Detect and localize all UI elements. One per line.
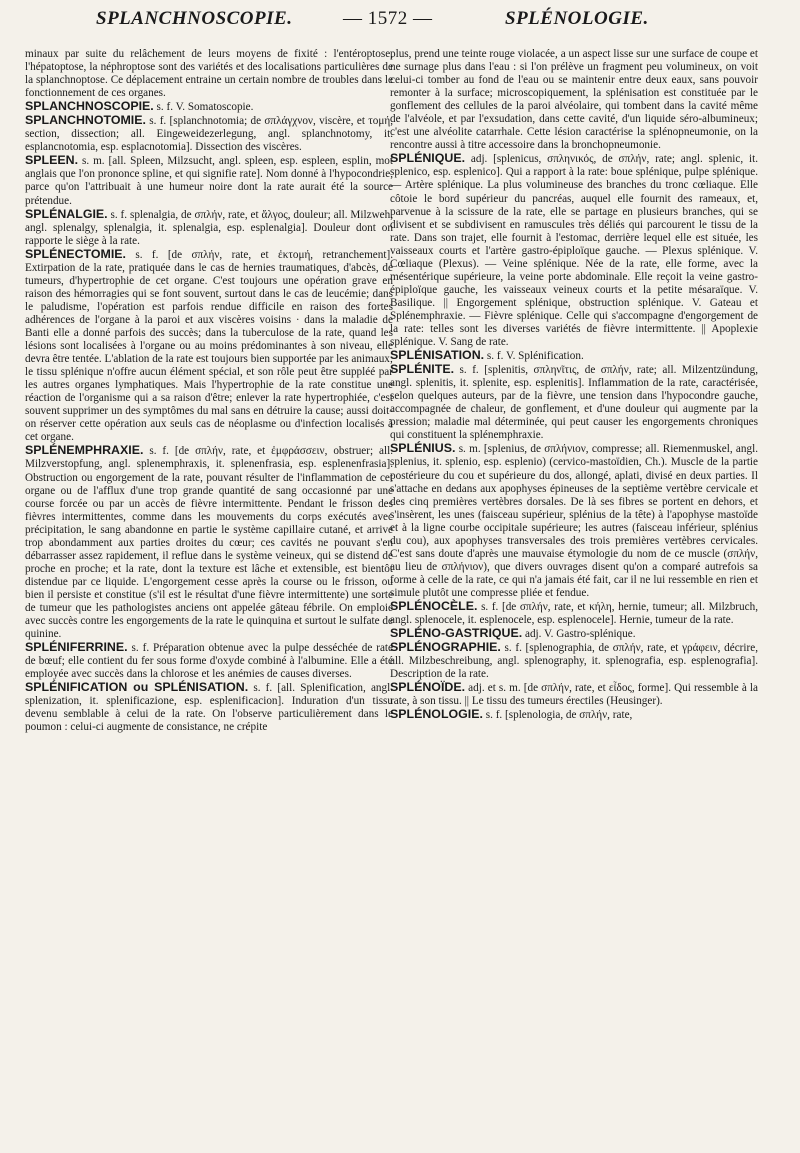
dictionary-entry — [25, 248, 393, 445]
entry-headword: SPLEEN. — [25, 153, 79, 168]
running-head-left: SPLANCHNOSCOPIE. — [96, 8, 293, 29]
entry-headword: SPLANCHNOTOMIE. — [25, 113, 146, 128]
dictionary-entry — [390, 442, 758, 600]
continued-text — [390, 48, 758, 152]
entry-text: s. f. V. Somatoscopie. — [156, 101, 254, 114]
dictionary-entry — [390, 152, 758, 349]
dictionary-entry — [25, 208, 393, 248]
running-head — [0, 0, 800, 44]
entry-headword: SPLÉNO-GASTRIQUE. — [390, 626, 523, 641]
dictionary-entry — [390, 363, 758, 442]
entry-text: s. m. [splenius, de σπλήνιον, compresse; all. Riemenmuskel, angl. splenius, it. splenio, esp. esplenio) (cervico-mastoïdien, Ch.). Muscle de la partie postérieure du cou et supérieure du dos, allongé, aplati, divisé en deux parties. Il s'attache en dedans aux apophyses épineuses de la septième vertèbre cervicale et des cinq premières vertèbres dorsales. De là ses fibres se portent en dehors, et s'insèrent, les unes (faisceau supérieur, splénius de la tête) à l'apophyse mastoïde et à la ligne courbe occipitale supérieure; les autres (faisceau inférieur, splénius du cou), aux apophyses transversales des trois premières vertèbres cervicales. C'est sans doute d'après une mauvaise étymologie du nom de ce muscle (σπλήν, au lieu de σπλήνιον), que divers ouvrages disent qu'on a comparé autrefois sa forme à celle de la rate, ce qui n'a jamais été fait, car il ne lui ressemble en rien et simule plutôt une compresse pliée et fendue. — [390, 443, 758, 599]
dictionary-entry — [25, 154, 393, 207]
entry-headword: SPLANCHNOSCOPIE. — [25, 99, 154, 114]
entry-headword: SPLÉNEMPHRAXIE. — [25, 443, 144, 458]
entry-text: s. f. [all. Splenification, angl. splenization, it. splenificazione, esp. esplenificacion]. Induration d'un tissu devenu semblable à celui de la rate. On l'observe particulièrement dans le poumon : celui-ci augmente de consistance, ne crépite — [25, 682, 394, 734]
entry-text: s. f. [splenologia, de σπλήν, rate, — [485, 709, 633, 722]
entry-text: s. f. splenalgia, de σπλήν, rate, et ἄλγος, douleur; all. Milzweh, angl. splenalgy, splenalgia, it. splenalgia, esp. esplenalgia]. Douleur dont on rapporte le siège à la rate. — [25, 208, 394, 247]
entry-headword: SPLÉNOÏDE. — [390, 680, 466, 695]
entry-headword: SPLÉNIUS. — [390, 441, 456, 456]
entry-headword: SPLÉNISATION. — [390, 348, 485, 363]
entry-text: s. m. [all. Spleen, Milzsucht, angl. spleen, esp. espleen, esplin, mot anglais que l'on prononce spline, et qui signifie rate]. Nom donné à l'hypocondrie, parce qu'on l'attribuait à une humeur noire dont la rate aurait été la source prétendue. — [25, 155, 393, 207]
entry-headword: SPLÉNIQUE. — [390, 151, 466, 166]
dictionary-entry — [390, 641, 758, 681]
dictionary-entry — [25, 641, 393, 681]
entry-text: s. f. [splenographia, de σπλήν, rate, et γράφειν, décrire, all. Milzbeschreibung, angl. splenography, it. splenografia, esp. esplenografia]. Description de la rate. — [390, 642, 758, 681]
entry-headword: SPLÉNALGIE. — [25, 206, 108, 221]
dictionary-entry — [390, 600, 758, 627]
entry-text: s. f. [de σπλήν, rate, et ἐμφράσσειν, obstruer; all. Milzverstopfung, angl. splenemphraxis, it. splenenfrasia, esp. esplenenfrasia]. Obstruction ou engorgement de la rate, pouvant résulter de l'inflammation de cet organe ou de l'afflux d'une trop grande quantité de sang occasionné par une course forcée ou par un accès de fièvre intermittente. Pendant le frisson des fièvres intermittentes, comme dans les mouvements du corps exécutés avec précipitation, le sang abandonne en partie le système capillaire cutané, et arrive trop abondamment aux parties droites du cœur; ces cavités ne pouvant s'en débarrasser assez rapidement, il reflue dans le système veineux, qui se distend de proche en proche; et la rate, dont la texture est lâche et extensible, est bientôt distendue par ce liquide. L'engorgement cesse après la course ou le frisson, ou bien il persiste et constitue (s'il est le résultat d'une fièvre intermittente) une sorte de tumeur que les pathologistes anciens ont appelée gâteau fébrile. On emploie avec succès contre les engorgements de la rate le quinquina et surtout le sulfate de quinine. — [25, 445, 393, 641]
dictionary-entry — [25, 114, 393, 154]
entry-text: minaux par suite du relâchement de leurs moyens de fixité : l'entéroptose, l'hépatoptose, la néphroptose sont des variétés et des localisations particulières de la splanchnoptose. Ce déplacement entraine un certain nombre de troubles dans le fonctionnement de ces organes. — [25, 48, 393, 100]
dictionary-entry — [390, 627, 758, 641]
entry-text: adj. et s. m. [de σπλήν, rate, et εἶδος, forme]. Qui ressemble à la rate, à son tissu. || Le tissu des tumeurs érectiles (Heusinger). — [390, 682, 758, 708]
entry-text: adj. V. Gastro-splénique. — [524, 628, 636, 641]
right-column — [390, 48, 758, 722]
entry-text: s. f. [splenitis, σπληνῖτις, de σπλήν, rate; all. Milzentzündung, angl. splenitis, it. splenite, esp. esplenitis]. Inflammation de la rate, caractérisée, selon quelques auteurs, par de la fièvre, une tension dans l'hypocondre gauche, accompagnée de chaleur, de gonflement, et d'une douleur qui augmente par la pression; maladie mal déterminée, qui peut causer les engorgements chroniques qui constituent la splénemphraxie. — [390, 364, 759, 442]
dictionary-entry — [390, 708, 758, 722]
running-head-right: SPLÉNOLOGIE. — [505, 8, 649, 29]
continued-text — [25, 48, 393, 100]
entry-text: s. f. [splanchnotomia; de σπλάγχνον, viscère, et τομή, section, dissection; all. Eingeweidezerlegung, angl. splanchnotomy, it. esplancnotomia, esp. esplacnotomia]. Dissection des viscères. — [25, 115, 393, 154]
entry-headword: SPLÉNECTOMIE. — [25, 246, 126, 261]
page-number: — 1572 — — [343, 8, 433, 29]
dictionary-entry — [390, 681, 758, 708]
entry-headword: SPLÉNOCÈLE. — [390, 598, 478, 613]
entry-headword: SPLÉNIFICATION ou SPLÉNISATION. — [25, 680, 249, 695]
entry-text: s. f. V. Splénification. — [486, 350, 584, 363]
entry-headword: SPLÉNOGRAPHIE. — [390, 640, 501, 655]
entry-headword: SPLÉNITE. — [390, 362, 455, 377]
left-column — [25, 48, 393, 734]
dictionary-entry — [25, 681, 393, 734]
entry-text: s. f. [de σπλήν, rate, et κήλη, hernie, tumeur; all. Milzbruch, angl. splenocele, it. esplenocele, esp. esplenocele]. Hernie, tumeur de la rate. — [390, 600, 758, 627]
entry-text: s. f. Préparation obtenue avec la pulpe desséchée de rate de bœuf; elle contient du fer sous forme d'oxyde combiné à l'albumine. Elle a été employée avec succès dans la chlorose et les anémies de causes diverses. — [25, 642, 394, 681]
dictionary-entry — [25, 444, 393, 641]
entry-headword: SPLÉNIFERRINE. — [25, 640, 128, 655]
entry-text: adj. [splenicus, σπληνικός, de σπλήν, rate; angl. splenic, it. splenico, esp. esplenico]. Qui a rapport à la rate: boue splénique, pulpe splénique. — Artère splénique. La plus volumineuse des branches du tronc cœliaque. Elle côtoie le bord supérieur du pancréas, auquel elle fournit des rameaux, et, parvenue à la scissure de la rate, elle se partage en plusieurs branches, qui se divisent et se subdivisent en ramuscules très déliés qui parcourent le tissu de la rate. Dans son trajet, elle fournit à l'estomac, derrière lequel elle est située, les vaisseaux courts et l'artère gastro-épiploïque gauche. — Plexus splénique. V. Cœliaque (Plexus). — Veine splénique. Née de la rate, elle forme, avec la mésentérique supérieure, la veine porte abdominale. Elle reçoit la veine gastro-épiploïque gauche, les vaisseaux veineux courts et la petite mésaraïque. V. Basilique. || Engorgement splénique, obstruction splénique. V. Gateau et Splénemphraxie. — Fièvre splénique. Celle qui s'accompagne d'engorgement de la rate: telles sont les diverses variétés de fièvre intermittente. || Apoplexie splénique. V. Sang de rate. — [390, 153, 759, 349]
dictionary-entry — [25, 100, 393, 114]
entry-text: s. f. [de σπλήν, rate, et ἐκτομή, retranchement]. Extirpation de la rate, pratiquée dans le cas de hernies traumatiques, d'abcès, de tumeurs, d'hypertrophie de cet organe. C'est toujours une opération grave en raison des hémorragies qui se font souvent, surtout dans le cas de leucémie; dans le paludisme, l'opération est parfois rendue difficile en raison des fortes adhérences de l'organe à la paroi et aux viscères voisins · dans la maladie de Banti elle a donné parfois des succès; dans la tuberculose de la rate, quand les lésions sont localisées à l'organe ou au moins prédominantes à son niveau, elle devra être tentée. L'ablation de la rate est toujours bien supportée par les animaux; le tissu splénique n'offre aucun élément spécial, et son rôle peut être suppléé par les autres organes lymphatiques. Mais l'hypertrophie de la rate constitue une réaction de l'organisme qui a sa raison d'être; enlever la rate hypertrophiée, c'est souvent supprimer un des symptômes du mal sans en détruire la cause; aussi doit-on réserver cette opération aux seuls cas de néoplasme ou d'infection localisés à cet organe. — [25, 248, 393, 444]
entry-headword: SPLÉNOLOGIE. — [390, 707, 483, 722]
entry-text: plus, prend une teinte rouge violacée, a un aspect lisse sur une surface de coupe et ne surnage plus dans l'eau : si l'on prélève un fragment peu volumineux, on voit celui-ci tomber au fond de l'eau ou se maintenir entre deux eaux, sans pouvoir remonter à la surface; microscopiquement, la splénisation est constituée par le gonflement des cellules de la paroi alvéolaire, qui tombent dans la cavité même de l'alvéole, et par l'exsudation, dans cette cavité, d'un liquide séro-albumineux; c'est une alvéolite catarrhale. Cette lésion caractérise la splénopneumonie, on la rencontre aussi à titre accessoire dans la bronchopneumonie. — [390, 48, 758, 152]
